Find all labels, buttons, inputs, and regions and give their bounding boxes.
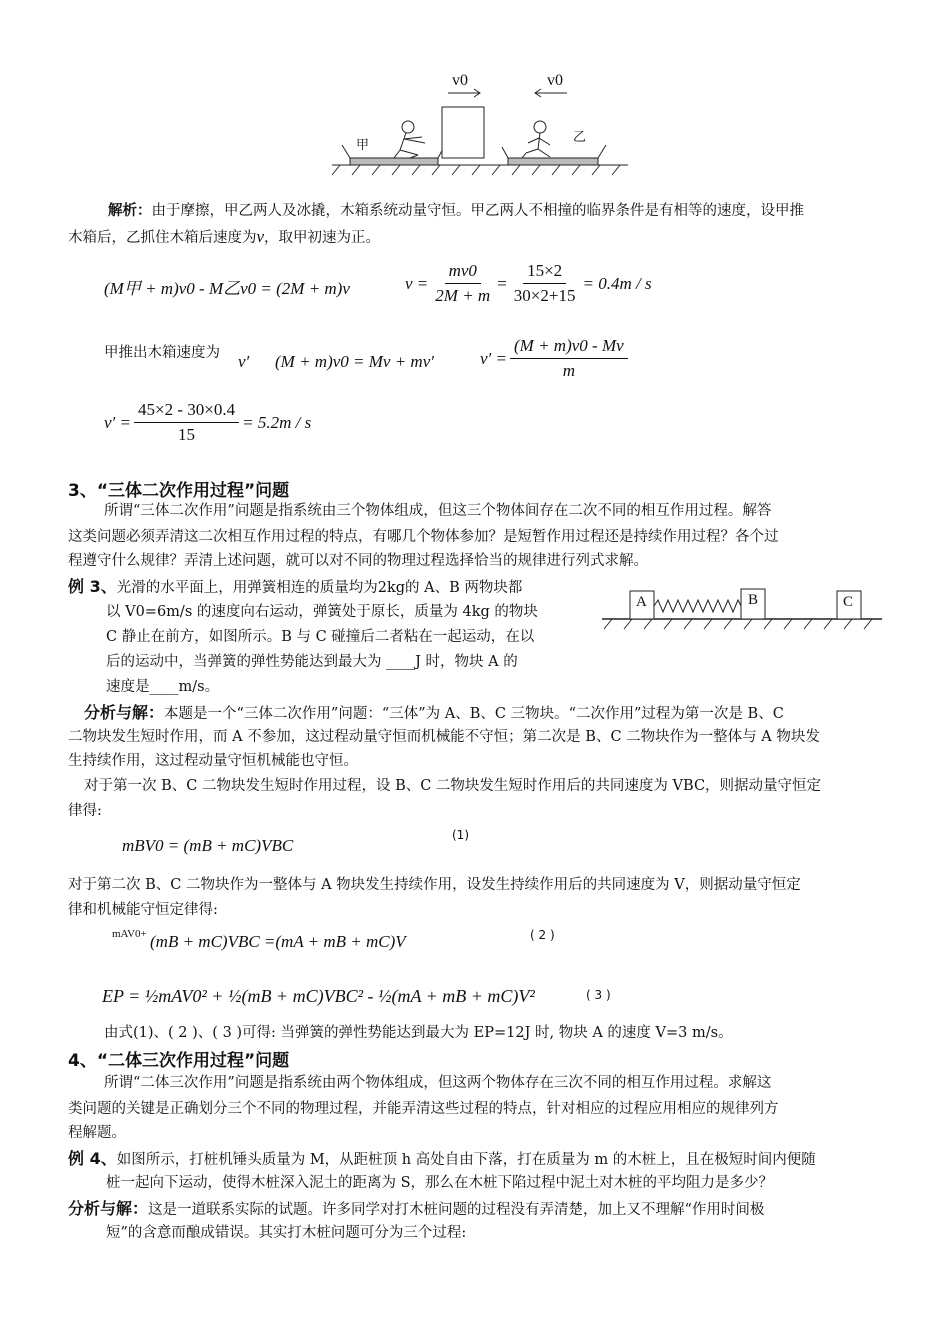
analysis3-text1: 本题是一个“三体二次作用”问题：“三体”为 A、B、C 三物块。“二次作用”过程为第一次是 B、C: [164, 706, 784, 722]
equation-1: mBV0 = (mB + mC)VBC: [122, 836, 294, 855]
equation-2: (mB + mC)VBC =(mA + mB + mC)V: [150, 932, 406, 951]
analysis3-label: 分析与解：: [84, 703, 165, 722]
equation-v-result: v = $\frac{mv0}{2M + m}$ = $\frac{15\times 2}{30\times 2+15}$ = 0.4m / s: [405, 261, 652, 305]
example4-line2: 桩一起向下运动，使得木桩深入泥土的距离为 S，那么在木桩下陷过程中泥土对木桩的平均阻力是多少？: [106, 1175, 774, 1191]
equation-v-prime: [480, 336, 631, 381]
eq4-den: 15: [178, 425, 196, 444]
spring: [654, 600, 741, 612]
eq3b-lhs: v′ =: [480, 348, 507, 368]
analysis3-conclusion: 由式(1)、( 2 )、( 3 )可得: 当弹簧的弹性势能达到最大为 EP=12J 时, 物块 A 的速度 V=3 m/s。: [104, 1025, 733, 1041]
section3-heading: 3、“三体二次作用过程”问题: [68, 481, 290, 501]
solution1-line2: [68, 224, 380, 251]
analysis3-line6: 对于第二次 B、C 二物块作为一整体与 A 物块发生持续作用，设发生持续作用后的共同速度为 V，则据动量守恒定: [68, 877, 801, 893]
analysis4-line2: 短”的含意而酿成错误。其实打木桩问题可分为三个过程:: [106, 1225, 467, 1241]
example3-text1: 光滑的水平面上，用弹簧相连的质量均为2kg的 A、B 两物块都: [116, 580, 523, 596]
section4-para-line1: 所谓“二体三次作用”问题是指系统由两个物体组成，但这两个物体存在三次不同的相互作用过程。求解这: [104, 1075, 772, 1091]
person-yi: [534, 121, 546, 133]
equation-momentum-1: (M甲 + m)v0 - M乙v0 = (2M + m)v: [104, 279, 350, 298]
solution1-text2: 木箱后，乙抓住木箱后速度为: [68, 230, 257, 246]
eq4-result: = 5.2m / s: [242, 412, 312, 432]
example4-label: 例 4、: [68, 1149, 117, 1168]
solution1-line1: [108, 198, 804, 224]
section3-para-line1: 所谓“三体二次作用”问题是指系统由三个物体组成，但这三个物体间存在二次不同的相互作用过程。解答: [104, 503, 772, 519]
example3-line3: C 静止在前方，如图所示。B 与 C 碰撞后二者粘在一起运动，在以: [106, 629, 535, 645]
eq2-frac2-num: 15×2: [523, 261, 566, 284]
analysis4-line1: [68, 1196, 764, 1223]
analysis3-line3: 生持续作用，这过程动量守恒机械能也守恒。: [68, 753, 358, 769]
block-c-label: C: [843, 594, 854, 610]
example4-text1: 如图所示，打桩机锤头质量为 M，从距桩顶 h 高处自由下落，打在质量为 m 的木桩上，且在极短时间内便随: [116, 1152, 816, 1168]
block-b-label: B: [748, 592, 759, 608]
example3-label: 例 3、: [68, 577, 117, 596]
section3-para-line3: 程遵守什么规律？弄清上述问题，就可以对不同的物理过程选择恰当的规律进行列式求解。: [68, 553, 648, 569]
equation-3: EP = ½mAV0² + ½(mB + mC)VBC² - ½(mA + mB + mC)V²: [102, 986, 535, 1006]
ground-hatching: [332, 165, 620, 175]
equation-3-number: ( 3 ): [586, 988, 611, 1002]
solution1-text2-end: ，取甲初速为正。: [264, 230, 381, 246]
solution1-var-v: v: [256, 227, 265, 246]
example3-line1: [68, 574, 522, 601]
analysis3-line4: 对于第一次 B、C 二物块发生短时作用过程，设 B、C 二物块发生短时作用后的共同速度为 VBC，则据动量守恒定: [84, 778, 822, 794]
eq2-frac2-den: 30×2+15: [513, 286, 576, 305]
analysis3-line7: 律和机械能守恒定律得:: [68, 902, 218, 918]
solution1-label: 解析：: [108, 203, 152, 219]
analysis3-line1: [84, 700, 784, 727]
section3-para-line2: 这类问题必须弄清这二次相互作用过程的特点，有哪几个物体参加？是短暂作用过程还是持续作用过程？各个过: [68, 529, 779, 545]
equation-2-number: ( 2 ): [530, 928, 555, 942]
section4-heading: 4、“二体三次作用过程”问题: [68, 1051, 290, 1071]
sled-left: [350, 158, 438, 165]
equation-v-prime-result: [104, 400, 311, 445]
equation-1-number: (1): [452, 828, 469, 842]
example3-line4: 后的运动中，当弹簧的弹性势能达到最大为 ____J 时，物块 A 的: [106, 654, 518, 670]
eq3-v-prime: v′: [238, 352, 250, 371]
sled-right: [508, 158, 598, 165]
eq2-frac1-den: 2M + m: [435, 286, 491, 305]
eq2-lhs: v =: [405, 273, 429, 293]
example3-line5: 速度是____m/s。: [106, 679, 220, 695]
block-a-label: A: [636, 594, 647, 610]
solution1-text1: 由于摩擦，甲乙两人及冰撬，木箱系统动量守恒。甲乙两人不相撞的临界条件是有相等的速度，设甲推: [151, 203, 804, 219]
person-jia: [402, 121, 414, 133]
eq3b-num: (M + m)v0 - Mv: [510, 336, 628, 359]
analysis3-line2: 二物块发生短时作用，而 A 不参加，这过程动量守恒而机械能不守恒；第二次是 B、C 二物块作为一整体与 A 物块发: [68, 729, 820, 745]
example3-line2: 以 V0=6m/s 的速度向右运动，弹簧处于原长，质量为 4kg 的物块: [106, 604, 538, 620]
eq4-num: 45×2 - 30×0.4: [134, 400, 239, 423]
label-yi: 乙: [573, 130, 587, 145]
eq4-lhs: v′ =: [104, 412, 131, 432]
analysis3-line5: 律得:: [68, 803, 102, 819]
example4-line1: [68, 1146, 816, 1173]
solution1-text3: 甲推出木箱速度为: [104, 345, 220, 361]
analysis4-text1: 这是一道联系实际的试题。许多同学对打木桩问题的过程没有弄清楚，加上又不理解“作用时间极: [148, 1202, 765, 1218]
equation-2-prefix: mAV0+: [112, 928, 147, 940]
section4-para-line2: 类问题的关键是正确划分三个不同的物理过程，并能弄清这些过程的特点，针对相应的过程应用相应的规律列方: [68, 1101, 779, 1117]
eq2-frac1-num: mv0: [445, 261, 481, 284]
eq3b-den: m: [562, 361, 575, 380]
floor-hatching: [604, 619, 872, 629]
v0-right-label: v0: [547, 72, 563, 89]
section4-para-line3: 程解题。: [68, 1125, 126, 1141]
label-jia: 甲: [356, 138, 370, 153]
analysis4-label: 分析与解：: [68, 1199, 149, 1218]
v0-left-label: v0: [452, 72, 468, 89]
ice-sled-figure: [330, 65, 630, 185]
box: [442, 107, 484, 158]
eq2-result: = 0.4m / s: [582, 273, 652, 293]
equation-push: (M + m)v0 = Mv + mv′: [275, 352, 434, 371]
